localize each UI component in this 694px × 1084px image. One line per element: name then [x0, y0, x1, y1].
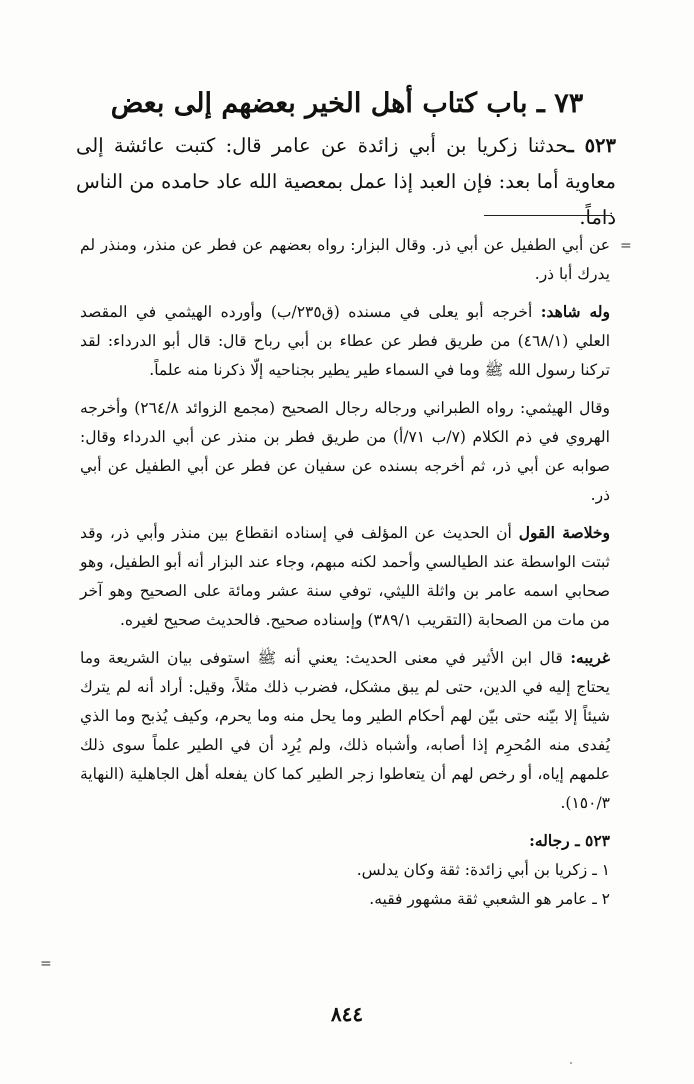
rijal-item: ١ ـ زكريا بن أبي زائدة: ثقة وكان يدلس. [356, 861, 610, 879]
rijal-heading: ٥٢٣ ـ رجاله: [529, 831, 610, 850]
chapter-title: ٧٣ ـ باب كتاب أهل الخير بعضهم إلى بعض [110, 88, 584, 119]
hadith-body: حدثنا زكريا بن أبي زائدة عن عامر قال: كتبت عائشة إلى معاوية أما بعد: فإن العبد إذا عمل بمعصية الله عاد حامده من الناس ذاماً. [76, 134, 616, 229]
scan-speck [570, 1062, 572, 1064]
footnote-divider [484, 215, 612, 216]
hadith-text [76, 128, 616, 236]
note-paragraph: غريبه: قال ابن الأثير في معنى الحديث: يعني أنه ﷺ استوفى بيان الشريعة وما يحتاج إليه في الدين، حتى لم يبق مشكل، فضرب ذلك مثلاً، وقيل: أراد أنه لم يترك شيئاً إلا بيّنه حتى بيّن لهم أحكام الطير وما يحل منه وما يحرم، وكيف يُذبح وما الذي يُفدى منه المُحرِم إذا أصابه، وأشباه ذلك، ولم يُرِد أن في الطير علماً سوى ذلك علمهم إياه، أو رخص لهم أن يتعاطوا زجر الطير كما كان يفعله أهل الجاهلية (النهاية ١٥٠/٣). [80, 648, 610, 812]
note-paragraph: وقال الهيثمي: رواه الطبراني ورجاله رجال الصحيح (مجمع الزوائد ٢٦٤/٨) وأخرجه الهروي في ذم الكلام (٧/ب ٧١/أ) من طريق فطر بن منذر عن أبي الدرداء وقال: صوابه عن أبي ذر، ثم أخرجه بسنده عن سفيان عن فطر عن أبي الطفيل عن أبي ذر. [80, 399, 610, 504]
margin-mark-bottom: = [40, 956, 52, 972]
page-number: ٨٤٤ [330, 1002, 364, 1026]
footnotes [80, 230, 610, 914]
note-paragraph: عن أبي الطفيل عن أبي ذر. وقال البزار: رواه بعضهم عن فطر عن منذر، ومنذر لم يدرك أبا ذر. [80, 236, 610, 283]
note-paragraph: وله شاهد: أخرجه أبو يعلى في مسنده (ق٢٣٥/ب) وأورده الهيثمي في المقصد العلي (٤٦٨/١) من طريق فطر عن عطاء بن أبي رباح قال: قال أبو الدرداء: لقد تركنا رسول الله ﷺ وما في السماء طير يطير بجناحيه إلّا ذكرنا منه علماً. [80, 302, 611, 379]
margin-mark-top: = [620, 238, 632, 254]
hadith-number: ٥٢٣ ـ [567, 134, 616, 157]
rijal-item: ٢ ـ عامر هو الشعبي ثقة مشهور فقيه. [369, 890, 610, 908]
note-paragraph: وخلاصة القول أن الحديث عن المؤلف في إسناده انقطاع بين منذر وأبي ذر، وقد ثبتت الواسطة عند الطيالسي وأحمد لكنه مبهم، وجاء عند البزار أنه أبو الطفيل، وهو صحابي اسمه عامر بن واثلة الليثي، توفي سنة عشر ومائة على الصحيح وهو آخر من مات من الصحابة (التقريب ٣٨٩/١) وإسناده صحيح. فالحديث صحيح لغيره. [80, 523, 611, 629]
